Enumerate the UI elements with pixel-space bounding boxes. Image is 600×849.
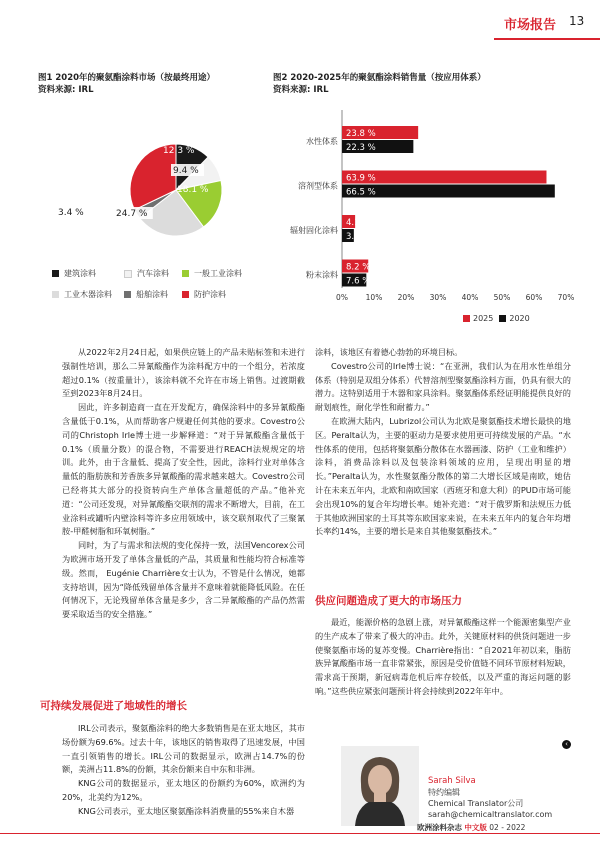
bar-label: 4.1 %	[346, 218, 371, 228]
right-column-top	[315, 346, 571, 539]
header-rule	[494, 38, 600, 40]
legend-item	[182, 289, 226, 300]
y-tick-label: 辐射固化涂料	[290, 226, 338, 235]
author-info	[428, 776, 552, 820]
legend-item	[124, 268, 182, 279]
legend-swatch	[182, 270, 189, 277]
figure2-source: 资料来源: IRL	[273, 85, 329, 95]
paragraph: 同时，为了与需求和法规的变化保持一致，法国Vencorex公司为欧洲市场开发了单体含量低的产品，其质量和性能均符合标准等级。然而， Eugénie Charrière女士认为，不管是什么情况，她都支持培训，因为“降低残留单体含量并不意味着就能降低风险。在任何情况下，无论残留单体含量是多少，含二异氰酸酯的产品仍然需要采取适当的安全措施。”	[62, 540, 305, 620]
x-tick-label: 30%	[429, 293, 447, 302]
pie-chart	[58, 120, 266, 260]
section-heading: 供应问题造成了更大的市场压力	[315, 595, 462, 607]
figure2-caption	[273, 72, 486, 96]
x-tick-label: 40%	[461, 293, 479, 302]
legend-item	[182, 268, 242, 279]
x-tick-label: 20%	[397, 293, 415, 302]
author-photo	[341, 746, 419, 826]
pie-legend	[52, 268, 252, 310]
legend-label: 2020	[509, 314, 530, 323]
legend-label: 一般工业涂料	[194, 269, 242, 278]
author-email[interactable]: sarah@chemicaltranslator.com	[428, 810, 553, 819]
paragraph: 在欧洲大陆内，Lubrizol公司认为北欧是聚氨酯技术增长最快的地区。Peralta认为，主要的驱动力是要求使用更可持续发展的产品。“水性体系的使用，包括将聚氨酯分散体在水器画漆、防护（工业和维护）涂料，消费品涂料以及包装涂料领域的应用，呈现出明显的增长。”Peralta认为，水性聚氨酯分散体的第二大增长区域是南欧，她估计在未来五年内，北欧和南欧国家（西班牙和意大利）的PUD市场可能会出现10%的复合年均增长率。她补充道：“对于俄罗斯和法规压力低于其他欧洲国家的土耳其等东欧国家来说，在未来五年内的复合年均增长率约14%，主要的增长是来自其他聚氨酯技术。”	[315, 415, 571, 537]
legend-item	[124, 289, 182, 300]
figure1-source: 资料来源: IRL	[38, 85, 94, 95]
legend-label: 2025	[473, 314, 494, 323]
pie-label: 32.1 %	[84, 168, 116, 178]
x-tick-label: 0%	[336, 293, 348, 302]
paragraph: 最近，能源价格的急剧上涨，对异氰酸酯这样一个能源密集型产业的生产成本了带来了极大的冲击。此外，关键原材料的供货问题进一步使聚氨酯市场的复苏变慢。Charrière指出：“自2021年初以来，脂肪族异氰酸酯市场一直非常紧张，原因是受价值链不同环节原材料短缺，需求高于预期，新冠病毒危机后库存较低，以及严重的海运问题的影响。”这些供应紧张问题预计将会持续到2022年年中。	[315, 617, 571, 696]
footer	[417, 822, 525, 833]
page-number: 13	[569, 14, 585, 28]
y-tick-label: 溶剂型体系	[298, 181, 338, 191]
legend-swatch	[182, 291, 189, 298]
bar-label: 23.8 %	[346, 129, 376, 139]
paragraph: KNG公司表示，亚太地区聚氨酯涂料消费量的55%来自木器	[78, 805, 295, 816]
x-tick-label: 10%	[365, 293, 383, 302]
author-name: Sarah Silva	[428, 776, 476, 786]
footer-magazine: 欧洲涂料杂志	[417, 823, 462, 832]
bar-legend	[463, 314, 530, 323]
bar-label: 8.2 %	[346, 262, 371, 273]
section-heading: 可持续发展促进了地域性的增长	[40, 700, 187, 712]
paragraph: 因此，许多制造商一直在开发配方，确保涂料中的多异氰酸酯含量低于0.1%，从而帮助客户规避任何其他的要求。Covestro公司的Christoph Irle博士进一步解释道：“对于异氰酸酯含量低于0.1%（质量分数）的混合物，不需要进行REACH法规规定的培训。此外，由于含量低、提高了安全性，因此，涂料行业对单体含量低的脂肪族和芳香族多异氰酸酯的需求越来越大。Covestro公司已经将其大部分的投资转向生产单体含量超低的产品。”他补充道：“公司还发现，对异氰酸酯交联剂的需求不断增大，目前，在工业涂料或罐听内壁涂料等许多应用领域中，该交联剂取代了三聚氰胺-甲醛树脂和环氧树脂。”	[62, 402, 305, 537]
author-company: Chemical Translator公司	[428, 799, 524, 808]
left-column-bottom	[62, 722, 305, 819]
paragraph: IRL公司表示，聚氨酯涂料的绝大多数销售是在亚太地区，其市场份额为69.6%。过去十年，该地区的销售取得了迅速发展，中国一直引领销售的增长。IRL公司的数据显示，欧洲占14.7%的份额，美洲占11.8%的份额，其余份额来自中东和非洲。	[62, 723, 305, 775]
right-column-bottom	[315, 616, 571, 699]
bar-label: 22.3 %	[346, 143, 376, 153]
x-tick-label: 60%	[525, 293, 543, 302]
paragraph: 从2022年2月24日起，如果供应链上的产品未贴标签和未进行强制性培训，那么二异氰酸酯作为涂料配方中的一个组分，若浓度超过0.1%（按重量计），该涂料就不允许在市场上销售。过渡期截至到2023年8月24日。	[62, 347, 305, 399]
legend-item	[52, 289, 124, 300]
legend-label: 汽车涂料	[137, 269, 169, 278]
pie-label: 3.4 %	[58, 208, 84, 218]
footer-issue: 02 - 2022	[489, 823, 526, 832]
pie-label: 18.1 %	[177, 185, 209, 195]
figure1-caption	[38, 72, 215, 96]
paragraph: 涂料，该地区有着德心勃勃的环境目标。	[315, 347, 463, 357]
legend-label: 防护涂料	[194, 290, 226, 299]
x-tick-label: 50%	[493, 293, 511, 302]
legend-swatch	[52, 270, 59, 277]
legend-swatch	[52, 291, 59, 298]
bar-label: 7.6 %	[346, 276, 371, 287]
legend-label: 建筑涂料	[64, 269, 96, 278]
author-title: 特约编辑	[428, 788, 460, 797]
bar-chart	[270, 100, 600, 315]
footer-rule	[0, 833, 600, 834]
paragraph: Covestro公司的Irle博士说：“在亚洲，我们认为在用水性单组分体系（特别是双组分体系）代替溶剂型聚氨酯涂料方面，仍具有很大的潜力。这特别适用于木器和家具涂料。聚氨酯体系经证明能提供良好的耐划痕性，耐化学性和耐蓄力。”	[315, 360, 571, 413]
figure2-title: 图2 2020-2025年的聚氨酯涂料销售量（按应用体系）	[273, 73, 486, 83]
paragraph: KNG公司的数据显示，亚太地区的份额约为60%，欧洲约为20%，北美约为12%。	[62, 778, 305, 802]
pie-label: 12.3 %	[163, 146, 195, 156]
footer-edition: 中文版	[464, 823, 487, 832]
figure1-title: 图1 2020年的聚氨酯涂料市场（按最终用途）	[38, 73, 216, 83]
legend-swatch	[124, 270, 132, 278]
bar-label: 66.5 %	[346, 187, 376, 198]
legend-swatch	[463, 315, 470, 322]
legend-swatch	[499, 315, 506, 322]
legend-swatch	[124, 291, 131, 298]
bar-label: 63.9 %	[346, 173, 376, 184]
section-title: 市场报告	[504, 18, 557, 33]
y-tick-label: 粉末涂料	[306, 270, 338, 280]
pie-label: 9.4 %	[173, 166, 199, 176]
legend-label: 工业木器涂料	[64, 290, 112, 299]
pie-label: 24.7 %	[116, 209, 148, 219]
legend-item	[52, 268, 124, 279]
y-tick-label: 水性体系	[306, 137, 338, 146]
legend-label: 船舶涂料	[136, 290, 168, 299]
author-portrait-icon	[341, 746, 419, 826]
left-column-top	[62, 346, 305, 622]
continue-arrow-icon: ‹	[562, 740, 571, 749]
bar-label: 3.7 %	[346, 232, 371, 242]
x-tick-label: 70%	[557, 293, 575, 302]
